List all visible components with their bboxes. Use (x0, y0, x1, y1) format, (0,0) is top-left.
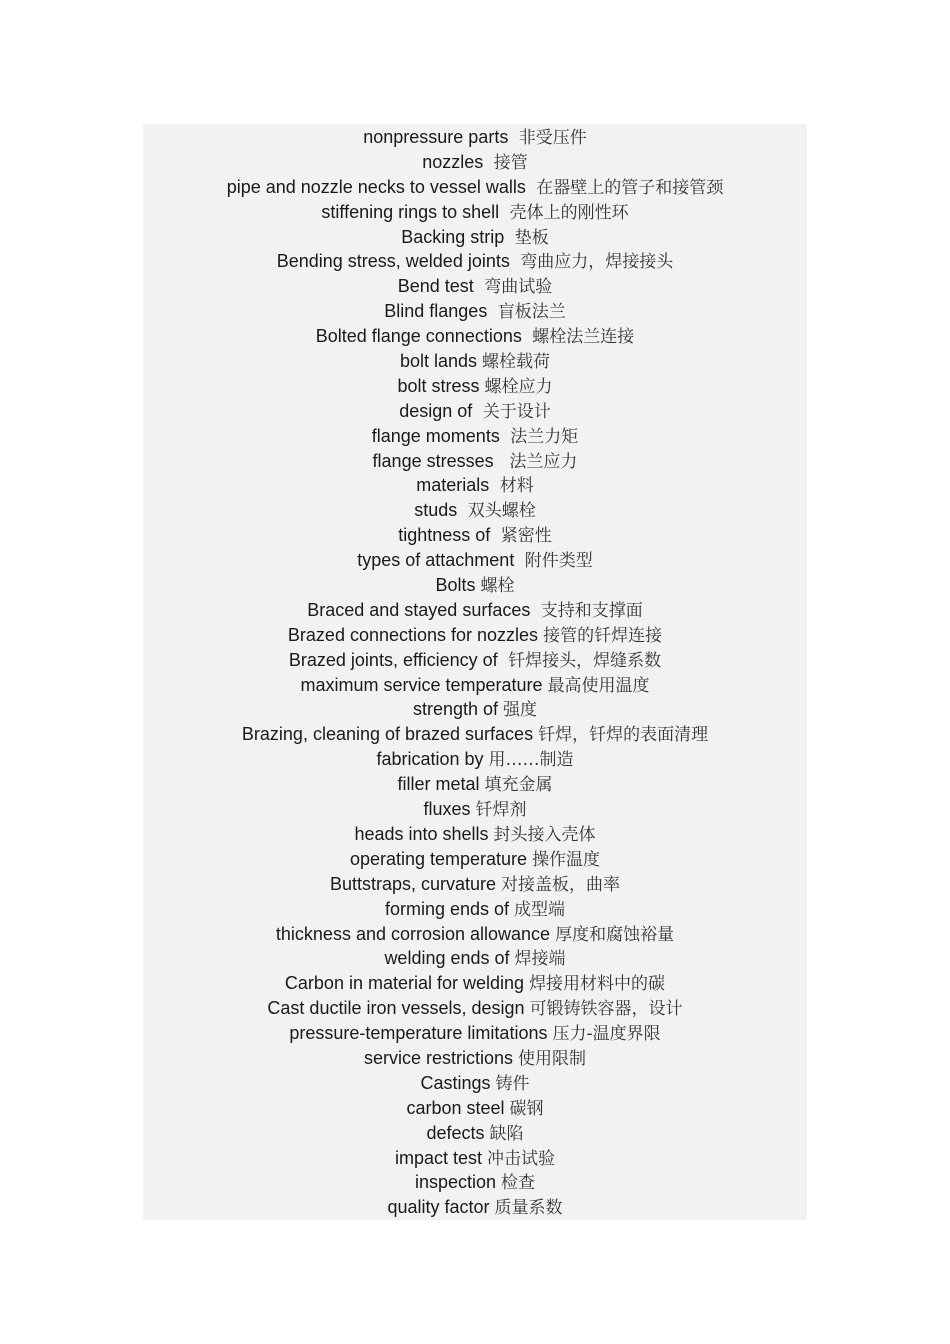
glossary-term-chinese: 使用限制 (518, 1048, 587, 1069)
glossary-entry (143, 1170, 807, 1195)
glossary-entry (143, 1071, 807, 1096)
glossary-entry (143, 125, 807, 150)
glossary-term-english: inspection (414, 1172, 497, 1193)
glossary-term-english: heads into shells (354, 823, 489, 844)
glossary-term-english: thickness and corrosion allowance (275, 923, 551, 944)
glossary-entry (143, 897, 807, 922)
glossary-term-english: forming ends of (384, 898, 510, 919)
glossary-entry (143, 1046, 807, 1071)
glossary-term-chinese: 厚度和腐蚀裕量 (555, 924, 675, 945)
glossary-entry (143, 722, 807, 747)
glossary-term-chinese: 盲板法兰 (492, 302, 566, 323)
glossary-term-english: bolt lands (399, 351, 478, 372)
glossary-entry (143, 772, 807, 797)
glossary-entry (143, 697, 807, 722)
glossary-entry (143, 797, 807, 822)
glossary-entry (143, 399, 807, 424)
glossary-list (143, 125, 807, 1220)
glossary-entry (143, 324, 807, 349)
glossary-term-english: flange stresses (372, 450, 494, 471)
glossary-entry (143, 1121, 807, 1146)
glossary-term-chinese: 非受压件 (513, 128, 587, 148)
glossary-term-english: nozzles (422, 151, 484, 172)
glossary-term-english: filler metal (397, 774, 480, 795)
glossary-term-english: Bolted flange connections (315, 326, 522, 347)
glossary-entry (143, 673, 807, 698)
glossary-entry (143, 249, 807, 274)
glossary-term-chinese: 可锻铸铁容器，设计 (529, 999, 683, 1020)
glossary-term-chinese: 法兰力矩 (504, 426, 579, 447)
glossary-term-english: design of (399, 400, 473, 421)
glossary-term-english: Brazed connections for nozzles (287, 624, 539, 645)
glossary-term-chinese: 在器壁上的管子和接管颈 (530, 177, 724, 198)
glossary-entry (143, 598, 807, 623)
glossary-term-english: Braced and stayed surfaces (307, 599, 531, 620)
glossary-term-english: stiffening rings to shell (321, 201, 500, 222)
glossary-term-english: Brazed joints, efficiency of (288, 649, 498, 670)
glossary-term-chinese: 碳钢 (509, 1098, 544, 1119)
glossary-term-chinese: 最高使用温度 (547, 675, 650, 696)
glossary-term-chinese: 接管 (488, 152, 528, 173)
glossary-term-english: tightness of (398, 525, 491, 546)
glossary-term-english: flange moments (371, 425, 500, 446)
glossary-term-chinese: 铸件 (495, 1073, 530, 1094)
glossary-term-chinese: 强度 (503, 700, 538, 721)
glossary-term-chinese: 钎焊剂 (475, 800, 527, 821)
glossary-term-chinese: 关于设计 (477, 401, 551, 422)
glossary-entry (143, 449, 807, 474)
glossary-entry (143, 573, 807, 598)
glossary-term-chinese: 封头接入壳体 (493, 824, 596, 845)
glossary-term-english: Bolts (435, 575, 476, 596)
glossary-entry (143, 548, 807, 573)
glossary-term-english: pipe and nozzle necks to vessel walls (226, 176, 526, 197)
glossary-term-english: Buttstraps, curvature (329, 873, 497, 894)
glossary-term-english: operating temperature (349, 848, 528, 869)
glossary-entry (143, 1021, 807, 1046)
glossary-term-chinese: 检查 (501, 1173, 536, 1194)
glossary-term-english: pressure-temperature limitations (289, 1023, 548, 1044)
glossary-entry (143, 847, 807, 872)
glossary-entry (143, 648, 807, 673)
glossary-term-english: Castings (420, 1072, 491, 1093)
glossary-term-english: materials (416, 475, 490, 496)
glossary-term-chinese: 螺栓法兰连接 (526, 327, 635, 348)
glossary-term-chinese: 垫板 (509, 227, 549, 248)
glossary-term-english: impact test (394, 1147, 482, 1168)
glossary-entry (143, 523, 807, 548)
glossary-term-chinese: 弯曲试验 (478, 277, 553, 298)
glossary-term-chinese: 螺栓 (480, 576, 515, 597)
glossary-term-chinese: 钎焊，钎焊的表面清理 (538, 725, 709, 746)
glossary-term-chinese: 壳体上的刚性环 (504, 202, 629, 223)
glossary-entry (143, 922, 807, 947)
glossary-term-chinese: 用……制造 (488, 750, 574, 771)
glossary-entry (143, 274, 807, 299)
glossary-term-chinese: 缺陷 (489, 1123, 524, 1144)
glossary-entry (143, 623, 807, 648)
glossary-term-english: bolt stress (397, 375, 480, 396)
glossary-term-english: Backing strip (401, 226, 505, 247)
glossary-term-english: welding ends of (384, 948, 510, 969)
glossary-term-chinese: 材料 (494, 476, 534, 497)
glossary-entry (143, 996, 807, 1021)
glossary-term-english: defects (426, 1122, 485, 1143)
glossary-term-english: Cast ductile iron vessels, design (267, 998, 525, 1019)
glossary-entry (143, 175, 807, 200)
glossary-entry (143, 971, 807, 996)
glossary-term-chinese: 螺栓应力 (484, 376, 553, 397)
glossary-term-chinese: 压力-温度界限 (552, 1024, 661, 1045)
glossary-entry (143, 872, 807, 897)
glossary-term-chinese: 填充金属 (484, 775, 553, 796)
glossary-term-chinese: 操作温度 (532, 849, 601, 870)
glossary-term-chinese: 支持和支撑面 (535, 600, 643, 621)
glossary-term-chinese: 对接盖板，曲率 (501, 874, 621, 895)
glossary-term-english: fabrication by (376, 749, 484, 770)
glossary-entry (143, 1096, 807, 1121)
glossary-term-chinese: 弯曲应力，焊接接头 (514, 252, 674, 273)
glossary-term-english: service restrictions (363, 1047, 514, 1068)
glossary-entry (143, 349, 807, 374)
glossary-term-english: nonpressure parts (363, 127, 509, 147)
glossary-term-english: carbon steel (406, 1097, 505, 1118)
glossary-term-chinese: 双头螺栓 (462, 501, 536, 522)
glossary-term-english: Bend test (397, 276, 474, 297)
glossary-term-english: types of attachment (357, 550, 515, 571)
glossary-term-english: Blind flanges (384, 301, 488, 322)
glossary-term-english: quality factor (387, 1197, 490, 1218)
glossary-term-english: fluxes (423, 799, 471, 820)
glossary-term-english: maximum service temperature (300, 674, 543, 695)
glossary-term-chinese: 法兰应力 (498, 451, 578, 472)
glossary-entry (143, 424, 807, 449)
glossary-term-english: studs (414, 500, 458, 521)
glossary-term-english: Brazing, cleaning of brazed surfaces (241, 724, 534, 745)
glossary-term-chinese: 接管的钎焊连接 (543, 625, 663, 646)
glossary-entry (143, 747, 807, 772)
glossary-term-english: Bending stress, welded joints (276, 251, 510, 272)
glossary-term-chinese: 紧密性 (495, 526, 552, 547)
glossary-entry (143, 299, 807, 324)
glossary-term-chinese: 附件类型 (519, 551, 593, 572)
glossary-term-chinese: 成型端 (514, 899, 566, 920)
glossary-entry (143, 225, 807, 250)
glossary-entry (143, 374, 807, 399)
glossary-term-chinese: 质量系数 (494, 1198, 563, 1219)
glossary-entry (143, 498, 807, 523)
glossary-term-chinese: 钎焊接头，焊缝系数 (502, 650, 662, 671)
glossary-term-chinese: 螺栓载荷 (482, 352, 551, 373)
glossary-entry (143, 200, 807, 225)
glossary-entry (143, 1195, 807, 1220)
glossary-entry (143, 473, 807, 498)
glossary-term-english: strength of (412, 699, 499, 720)
glossary-entry (143, 822, 807, 847)
glossary-entry (143, 150, 807, 175)
glossary-term-chinese: 焊接用材料中的碳 (529, 974, 666, 995)
glossary-term-chinese: 冲击试验 (487, 1148, 556, 1169)
glossary-term-chinese: 焊接端 (514, 949, 566, 970)
glossary-entry (143, 1146, 807, 1171)
glossary-entry (143, 946, 807, 971)
glossary-term-english: Carbon in material for welding (284, 973, 525, 994)
glossary-text-block (143, 124, 807, 1220)
